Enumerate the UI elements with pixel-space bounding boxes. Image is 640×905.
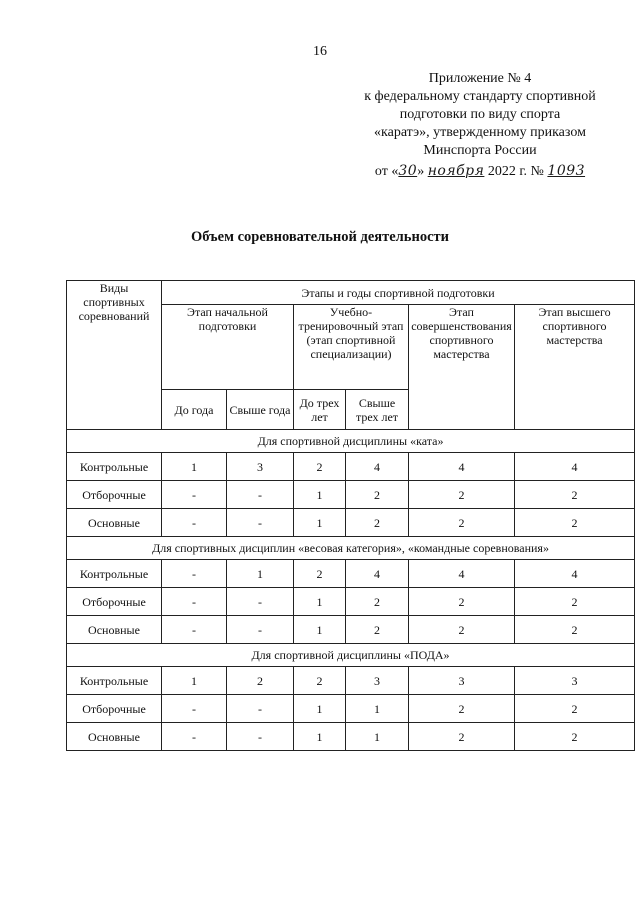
competition-kind-cell: Основные [67, 723, 162, 751]
competition-kind-cell: Отборочные [67, 588, 162, 616]
table-row [67, 560, 635, 588]
count-cell: 4 [409, 560, 515, 588]
count-cell: 2 [346, 588, 409, 616]
count-cell: 1 [294, 509, 346, 537]
date-year: 2022 г. № [487, 164, 544, 179]
count-cell: 1 [346, 723, 409, 751]
competition-kind-cell: Контрольные [67, 667, 162, 695]
count-cell: 2 [515, 588, 635, 616]
count-cell: 2 [515, 723, 635, 751]
table-row [67, 667, 635, 695]
header-stage-improvement: Этап совершенствования спортивного мастерства [409, 305, 515, 430]
count-cell: - [227, 481, 294, 509]
count-cell: 4 [515, 560, 635, 588]
count-cell: 2 [515, 695, 635, 723]
competition-kind-cell: Отборочные [67, 695, 162, 723]
count-cell: 1 [294, 695, 346, 723]
competition-kind-cell: Контрольные [67, 560, 162, 588]
count-cell: - [227, 723, 294, 751]
competition-volume-table [66, 280, 635, 751]
appendix-line: подготовки по виду спорта [399, 107, 561, 122]
count-cell: 2 [515, 616, 635, 644]
count-cell: 2 [409, 695, 515, 723]
header-stage-highest: Этап высшего спортивного мастерства [515, 305, 635, 430]
count-cell: 1 [162, 667, 227, 695]
header-stage-training: Учебно-тренировочный этап (этап спортивной специализации) [294, 305, 409, 390]
count-cell: - [162, 588, 227, 616]
header-up-to-year: До года [162, 390, 227, 430]
count-cell: 3 [515, 667, 635, 695]
section-title: Для спортивной дисциплины «ката» [67, 430, 635, 453]
table-row [67, 481, 635, 509]
count-cell: 2 [515, 481, 635, 509]
count-cell: 2 [294, 667, 346, 695]
appendix-line: Минспорта России [423, 143, 537, 158]
count-cell: 2 [346, 509, 409, 537]
count-cell: 1 [227, 560, 294, 588]
page-number: 16 [313, 44, 327, 59]
table-row [67, 453, 635, 481]
competition-kind-cell: Контрольные [67, 453, 162, 481]
competition-kind-cell: Основные [67, 509, 162, 537]
count-cell: 1 [162, 453, 227, 481]
section-row [67, 644, 635, 667]
count-cell: 2 [409, 481, 515, 509]
count-cell: - [227, 695, 294, 723]
count-cell: 2 [409, 509, 515, 537]
table-row [67, 695, 635, 723]
appendix-line: Приложение № 4 [428, 71, 532, 86]
count-cell: 2 [409, 616, 515, 644]
count-cell: 2 [227, 667, 294, 695]
handwritten-day: 30 [398, 163, 418, 179]
count-cell: 1 [294, 481, 346, 509]
count-cell: - [162, 509, 227, 537]
table-row [67, 509, 635, 537]
appendix-line: «каратэ», утвержденному приказом [374, 125, 586, 140]
count-cell: 2 [294, 453, 346, 481]
appendix-header [330, 70, 630, 181]
handwritten-order-number: 1093 [547, 163, 586, 179]
count-cell: - [162, 481, 227, 509]
count-cell: 4 [409, 453, 515, 481]
header-kinds: Виды спортивных соревнований [67, 281, 162, 430]
count-cell: 2 [409, 588, 515, 616]
document-title: Объем соревновательной деятельности [191, 229, 449, 245]
count-cell: 3 [227, 453, 294, 481]
section-row [67, 430, 635, 453]
table-row [67, 588, 635, 616]
count-cell: - [162, 616, 227, 644]
count-cell: - [227, 588, 294, 616]
section-title: Для спортивных дисциплин «весовая категория», «командные соревнования» [67, 537, 635, 560]
date-prefix: от « [374, 164, 399, 179]
header-up-to-three-years: До трех лет [294, 390, 346, 430]
header-over-three-years: Свыше трех лет [346, 390, 409, 430]
header-stages: Этапы и годы спортивной подготовки [162, 281, 635, 305]
count-cell: - [162, 560, 227, 588]
count-cell: 4 [346, 560, 409, 588]
count-cell: 2 [294, 560, 346, 588]
count-cell: 2 [346, 616, 409, 644]
header-over-year: Свыше года [227, 390, 294, 430]
date-mid: » [417, 164, 425, 179]
count-cell: - [162, 695, 227, 723]
table-row [67, 723, 635, 751]
table-row [67, 616, 635, 644]
count-cell: 1 [294, 723, 346, 751]
count-cell: 3 [346, 667, 409, 695]
handwritten-month: ноября [427, 163, 485, 179]
competition-kind-cell: Основные [67, 616, 162, 644]
count-cell: 1 [294, 616, 346, 644]
order-date-line [330, 162, 630, 181]
count-cell: 1 [294, 588, 346, 616]
appendix-line: к федеральному стандарту спортивной [364, 89, 596, 104]
count-cell: 1 [346, 695, 409, 723]
competition-kind-cell: Отборочные [67, 481, 162, 509]
count-cell: 2 [515, 509, 635, 537]
count-cell: - [227, 509, 294, 537]
count-cell: - [162, 723, 227, 751]
header-stage-initial: Этап начальной подготовки [162, 305, 294, 390]
count-cell: 4 [515, 453, 635, 481]
section-row [67, 537, 635, 560]
count-cell: - [227, 616, 294, 644]
count-cell: 2 [409, 723, 515, 751]
section-title: Для спортивной дисциплины «ПОДА» [67, 644, 635, 667]
count-cell: 3 [409, 667, 515, 695]
count-cell: 4 [346, 453, 409, 481]
count-cell: 2 [346, 481, 409, 509]
